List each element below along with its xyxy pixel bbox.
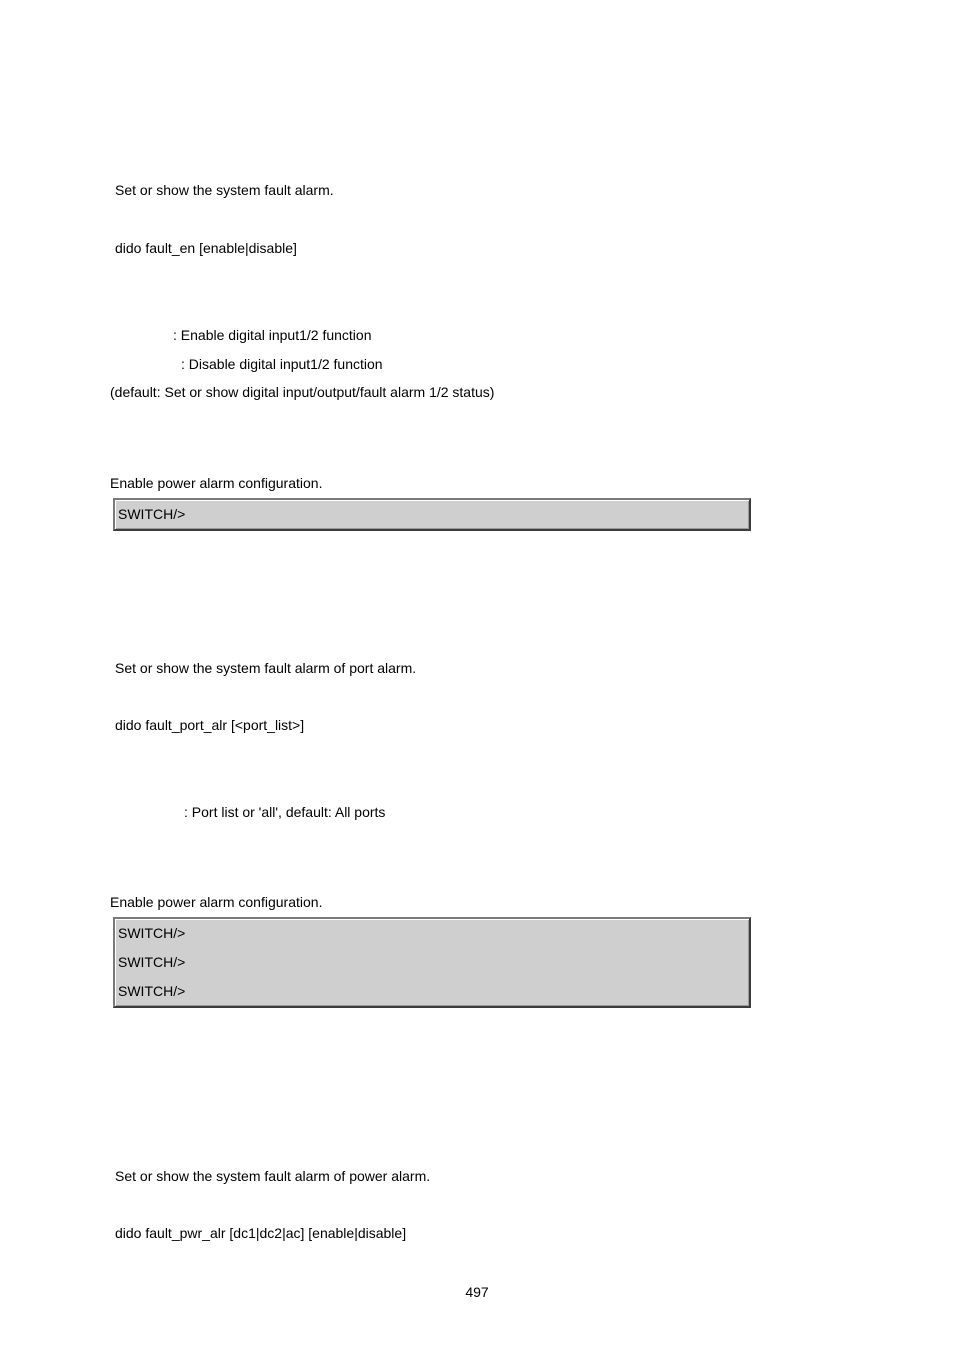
fault-port-alr-param-port-list: : Port list or 'all', default: All ports xyxy=(184,804,386,820)
terminal-line: SWITCH/> xyxy=(118,925,186,941)
fault-port-alr-terminal-box xyxy=(113,917,751,1008)
page-number: 497 xyxy=(465,1284,489,1300)
fault-en-description: Set or show the system fault alarm. xyxy=(115,182,334,198)
fault-en-param-disable: : Disable digital input1/2 function xyxy=(181,356,383,372)
terminal-line: SWITCH/> xyxy=(118,983,186,999)
fault-en-default-note: (default: Set or show digital input/output/fault alarm 1/2 status) xyxy=(110,384,495,400)
fault-en-example-intro: Enable power alarm configuration. xyxy=(110,475,323,491)
fault-port-alr-description: Set or show the system fault alarm of port alarm. xyxy=(115,660,417,676)
fault-en-param-enable: : Enable digital input1/2 function xyxy=(173,327,372,343)
fault-en-terminal-box xyxy=(113,498,751,531)
fault-pwr-alr-description: Set or show the system fault alarm of power alarm. xyxy=(115,1168,431,1184)
fault-pwr-alr-syntax: dido fault_pwr_alr [dc1|dc2|ac] [enable|disable] xyxy=(115,1225,407,1241)
terminal-line: SWITCH/> xyxy=(118,506,186,522)
fault-en-syntax: dido fault_en [enable|disable] xyxy=(115,240,297,256)
fault-port-alr-syntax: dido fault_port_alr [<port_list>] xyxy=(115,717,305,733)
terminal-line: SWITCH/> xyxy=(118,954,186,970)
fault-port-alr-example-intro: Enable power alarm configuration. xyxy=(110,894,323,910)
